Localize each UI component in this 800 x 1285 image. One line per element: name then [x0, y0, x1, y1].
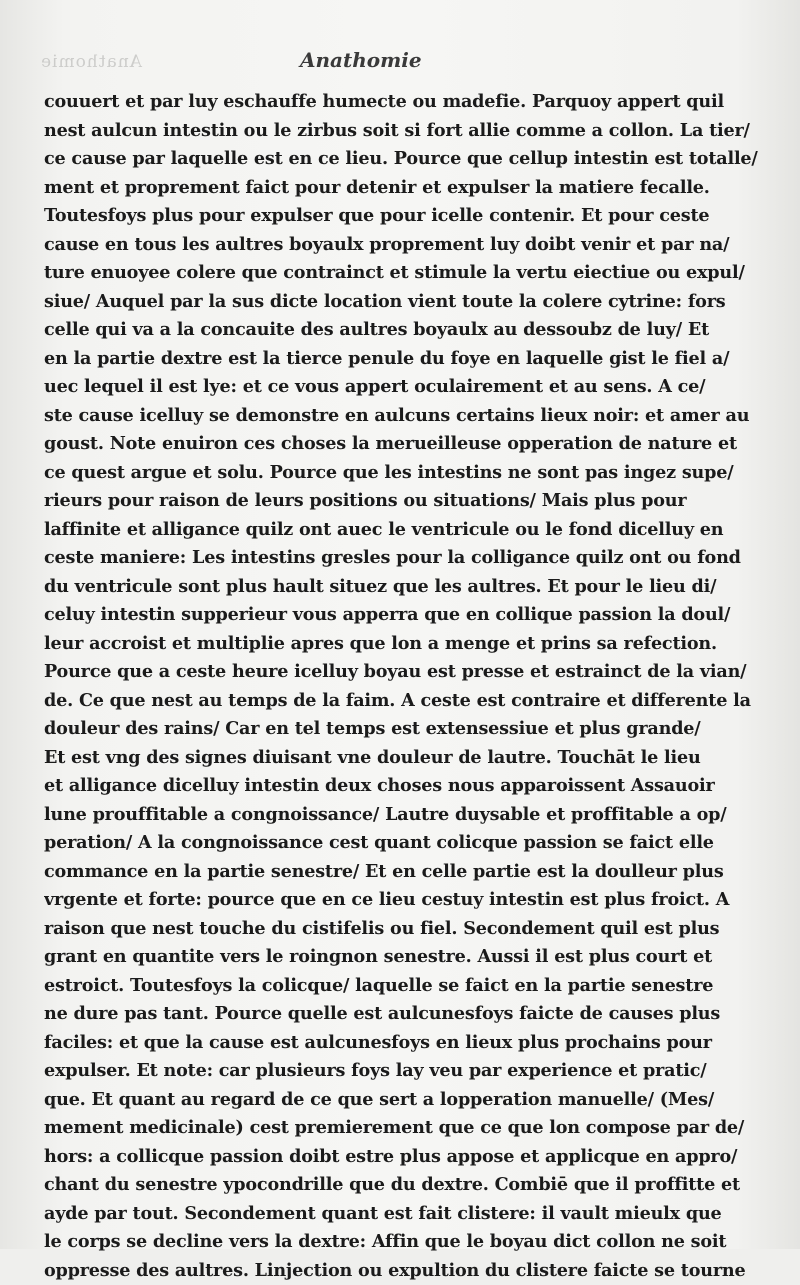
text-line: ce quest argue et solu. Pource que les intestins ne sont pas ingez supe/: [44, 459, 772, 488]
text-line: du ventricule sont plus hault situez que les aultres. Et pour le lieu di/: [44, 573, 772, 602]
text-line: Et est vng des signes diuisant vne douleur de lautre. Touchāt le lieu: [44, 744, 772, 773]
text-line: grant en quantite vers le roingnon senestre. Aussi il est plus court et: [44, 943, 772, 972]
text-line: ture enuoyee colere que contrainct et stimule la vertu eiectiue ou expul/: [44, 259, 772, 288]
text-line: peration/ A la congnoissance cest quant colicque passion se faict elle: [44, 829, 772, 858]
text-line: raison que nest touche du cistifelis ou fiel. Secondement quil est plus: [44, 915, 772, 944]
text-line: Toutesfoys plus pour expulser que pour icelle contenir. Et pour ceste: [44, 202, 772, 231]
text-line: goust. Note enuiron ces choses la merueilleuse opperation de nature et: [44, 430, 772, 459]
text-line: ayde par tout. Secondement quant est fait clistere: il vault mieulx que: [44, 1200, 772, 1229]
text-line: cause en tous les aultres boyaulx proprement luy doibt venir et par na/: [44, 231, 772, 260]
text-line: chant du senestre ypocondrille que du dextre. Combiē que il proffitte et: [44, 1171, 772, 1200]
text-line: laffinite et alligance quilz ont auec le ventricule ou le fond dicelluy en: [44, 516, 772, 545]
text-line: vrgente et forte: pource que en ce lieu cestuy intestin est plus froict. A: [44, 886, 772, 915]
text-line: couuert et par luy eschauffe humecte ou madefie. Parquoy appert quil: [44, 88, 772, 117]
text-line: expulser. Et note: car plusieurs foys lay veu par experience et pratic/: [44, 1057, 772, 1086]
bleed-through-text: Anathomie: [40, 52, 142, 72]
text-line: leur accroist et multiplie apres que lon a menge et prins sa refection.: [44, 630, 772, 659]
text-line: de. Ce que nest au temps de la faim. A ceste est contraire et differente la: [44, 687, 772, 716]
text-line: douleur des rains/ Car en tel temps est extensessiue et plus grande/: [44, 715, 772, 744]
text-line: en la partie dextre est la tierce penule du foye en laquelle gist le fiel a/: [44, 345, 772, 374]
body-text: [44, 88, 772, 1285]
text-line: uec lequel il est lye: et ce vous appert oculairement et au sens. A ce/: [44, 373, 772, 402]
text-line: ce cause par laquelle est en ce lieu. Pource que cellup intestin est totalle/: [44, 145, 772, 174]
text-line: mement medicinale) cest premierement que ce que lon compose par de/: [44, 1114, 772, 1143]
text-line: nest aulcun intestin ou le zirbus soit si fort allie comme a collon. La tier/: [44, 117, 772, 146]
text-line: faciles: et que la cause est aulcunesfoys en lieux plus prochains pour: [44, 1029, 772, 1058]
text-line: oppresse des aultres. Linjection ou expultion du clistere faicte se tourne: [44, 1257, 772, 1285]
text-line: estroict. Toutesfoys la colicque/ laquelle se faict en la partie senestre: [44, 972, 772, 1001]
text-line: rieurs pour raison de leurs positions ou situations/ Mais plus pour: [44, 487, 772, 516]
text-line: siue/ Auquel par la sus dicte location vient toute la colere cytrine: fors: [44, 288, 772, 317]
text-line: Pource que a ceste heure icelluy boyau est presse et estrainct de la vian/: [44, 658, 772, 687]
text-line: que. Et quant au regard de ce que sert a lopperation manuelle/ (Mes/: [44, 1086, 772, 1115]
text-line: ceste maniere: Les intestins gresles pour la colligance quilz ont ou fond: [44, 544, 772, 573]
text-line: hors: a collicque passion doibt estre plus appose et applicque en appro/: [44, 1143, 772, 1172]
text-line: et alligance dicelluy intestin deux choses nous apparoissent Assauoir: [44, 772, 772, 801]
text-line: ste cause icelluy se demonstre en aulcuns certains lieux noir: et amer au: [44, 402, 772, 431]
running-head: Anathomie: [300, 48, 422, 72]
text-line: commance en la partie senestre/ Et en celle partie est la doulleur plus: [44, 858, 772, 887]
text-line: lune prouffitable a congnoissance/ Lautre duysable et proffitable a op/: [44, 801, 772, 830]
text-line: le corps se decline vers la dextre: Affin que le boyau dict collon ne soit: [44, 1228, 772, 1257]
text-line: ment et proprement faict pour detenir et expulser la matiere fecalle.: [44, 174, 772, 203]
text-line: ne dure pas tant. Pource quelle est aulcunesfoys faicte de causes plus: [44, 1000, 772, 1029]
text-line: celuy intestin supperieur vous apperra que en collique passion la doul/: [44, 601, 772, 630]
text-line: celle qui va a la concauite des aultres boyaulx au dessoubz de luy/ Et: [44, 316, 772, 345]
